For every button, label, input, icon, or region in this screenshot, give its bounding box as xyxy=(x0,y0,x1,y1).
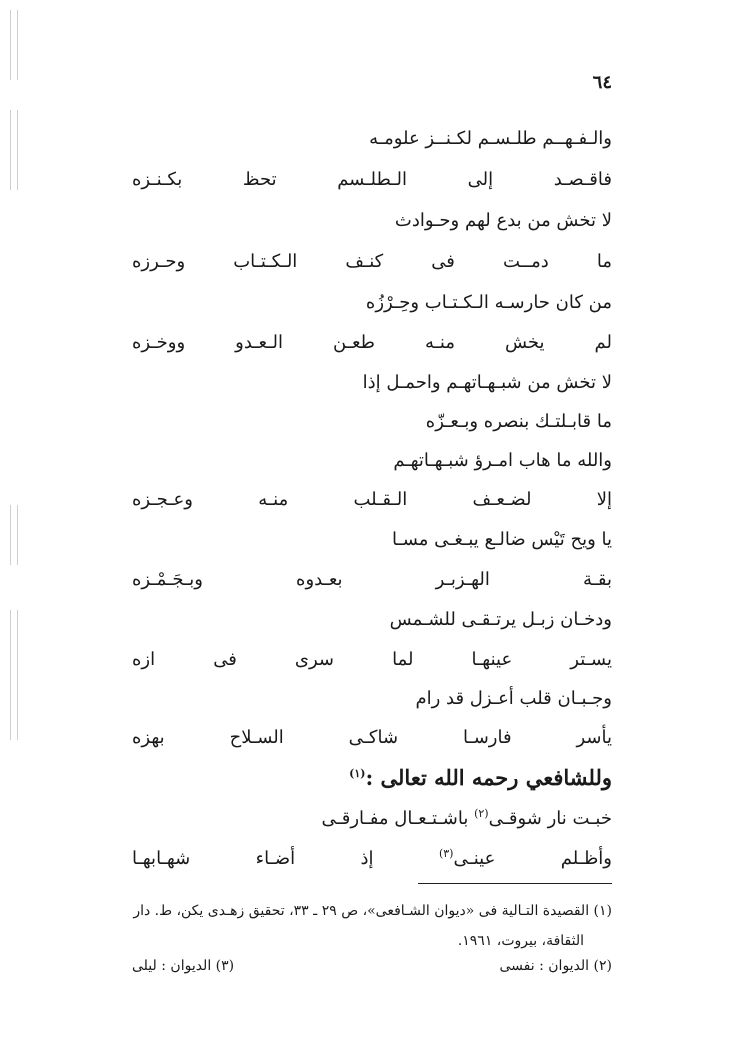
page-number: ٦٤ xyxy=(592,72,612,93)
poem-line: يا ويح تَيْس ضالـع يبـغـى مسـا xyxy=(391,529,612,550)
scan-edge-mark xyxy=(10,505,18,565)
verse-text: إذ أضـاء شهـابهـا xyxy=(132,848,439,869)
poem-line: فاقـصـد إلى الـطلـسم تحظ بكـنـزه xyxy=(132,169,612,190)
footnote-2: (٢) الديوان : نفسى xyxy=(499,958,612,974)
footnote-row xyxy=(132,958,612,974)
poem-line: من كان حارسـه الـكـتـاب وحِـرْزُه xyxy=(365,292,612,313)
section-heading xyxy=(349,765,612,790)
footnote-1-line: (١) القصيدة التـالية فى «ديوان الشـافعى»، ص ٢٩ ـ ٣٣، تحقيق زهـدى يكن، ط. دار xyxy=(133,903,612,919)
footnote-ref: (٣) xyxy=(438,847,454,860)
scan-edge-mark xyxy=(10,610,18,740)
footnote-ref: (١) xyxy=(349,767,366,780)
poem-line: ودخـان زبـل يرتـقـى للشـمس xyxy=(389,609,612,630)
footnote-1-line: الثقافة، بيروت، ١٩٦١. xyxy=(457,933,584,949)
footnote-1 xyxy=(132,896,612,956)
footnote-divider xyxy=(418,883,612,884)
poem-line: لم يخش منـه طعـن الـعـدو ووخـزه xyxy=(132,332,612,353)
poem-line: لا تخش من بدع لهم وحـوادث xyxy=(394,210,612,231)
section-heading-text: وللشافعي رحمه الله تعالى : xyxy=(365,765,612,790)
poem-line: بقـة الهـزبـر بعـدوه وبـجَـمْـزه xyxy=(132,569,612,590)
poem-line: يسـتر عينهـا لما سرى فى ازه xyxy=(132,649,612,670)
poem-line: لا تخش من شبـهـاتهـم واحمـل إذا xyxy=(362,372,612,393)
poem-line: إلا لضـعـف الـقـلب منـه وعـجـزه xyxy=(132,489,612,510)
verse-text: باشـتـعـال مفـارقـى xyxy=(321,808,475,829)
scan-edge-mark xyxy=(10,10,18,80)
poem-line: وجـبـان قلب أعـزل قد رام xyxy=(415,688,612,709)
footnote-3: (٣) الديوان : ليلى xyxy=(132,958,235,974)
scan-edge-mark xyxy=(10,110,18,190)
footnote-ref: (٢) xyxy=(474,807,489,820)
poem-line xyxy=(132,848,612,868)
poem-line xyxy=(272,808,612,828)
verse-text: وأظـلم عينـى xyxy=(453,848,612,869)
poem-line: يأسر فارسـا شاكـى السـلاح بهزه xyxy=(132,727,612,748)
poem-line: والـفـهــم طلـسـم لكـنــز علومـه xyxy=(369,128,612,149)
poem-line: ما دمــت فى كنـف الـكـتـاب وحـرزه xyxy=(132,251,612,272)
verse-text: خبـت نار شوقـى xyxy=(488,808,612,829)
poem-line: ما قابـلتـك بنصره وبـعـزّه xyxy=(425,411,612,432)
poem-line: والله ما هاب امـرؤ شبـهـاتهـم xyxy=(393,450,612,471)
